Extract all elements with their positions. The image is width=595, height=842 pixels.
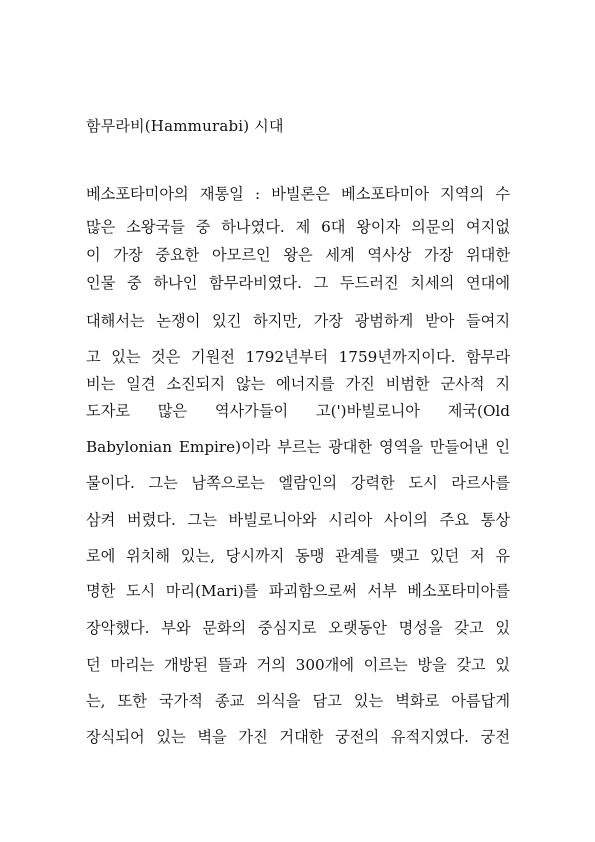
- paragraph-line: 고 있는 것은 기원전 1792년부터 1759년까지이다. 함무라: [86, 348, 510, 366]
- paragraph-line: 로에 위치해 있는, 당시까지 동맹 관계를 맺고 있던 저 유: [86, 547, 510, 565]
- paragraph-line: 베소포타미아의 재통일 : 바빌론은 베소포타미아 지역의 수: [86, 185, 510, 203]
- paragraph-line: 명한 도시 마리(Mari)를 파괴함으로써 서부 베소포타미아를: [86, 582, 510, 600]
- paragraph-line: 도자로 많은 역사가들이 고(')바빌로니아 제국(Old: [86, 402, 510, 420]
- paragraph-line: 삼켜 버렸다. 그는 바빌로니아와 시리아 사이의 주요 통상: [86, 511, 510, 529]
- paragraph-line: 던 마리는 개방된 뜰과 거의 300개에 이르는 방을 갖고 있: [86, 656, 510, 674]
- paragraph-line: 많은 소왕국들 중 하나였다. 제 6대 왕이자 의문의 여지없: [86, 218, 510, 236]
- paragraph-line: 대해서는 논쟁이 있긴 하지만, 가장 광범하게 받아 들여지: [86, 312, 510, 330]
- paragraph-line: 이 가장 중요한 아모르인 왕은 세계 역사상 가장 위대한: [86, 246, 510, 264]
- paragraph-line: Babylonian Empire)이라 부르는 광대한 영역을 만들어낸 인: [86, 438, 510, 456]
- paragraph-line: 인물 중 하나인 함무라비였다. 그 두드러진 치세의 연대에: [86, 274, 510, 292]
- section-title: 함무라비(Hammurabi) 시대: [86, 117, 284, 135]
- paragraph-line: 장식되어 있는 벽을 가진 거대한 궁전의 유적지였다. 궁전: [86, 728, 510, 746]
- paragraph-line: 장악했다. 부와 문화의 중심지로 오랫동안 명성을 갖고 있: [86, 619, 510, 637]
- paragraph-line: 는, 또한 국가적 종교 의식을 담고 있는 벽화로 아름답게: [86, 692, 510, 710]
- paragraph-line: 물이다. 그는 남쪽으로는 엘람인의 강력한 도시 라르사를: [86, 474, 510, 492]
- paragraph-line: 비는 일견 소진되지 않는 에너지를 가진 비범한 군사적 지: [86, 375, 510, 393]
